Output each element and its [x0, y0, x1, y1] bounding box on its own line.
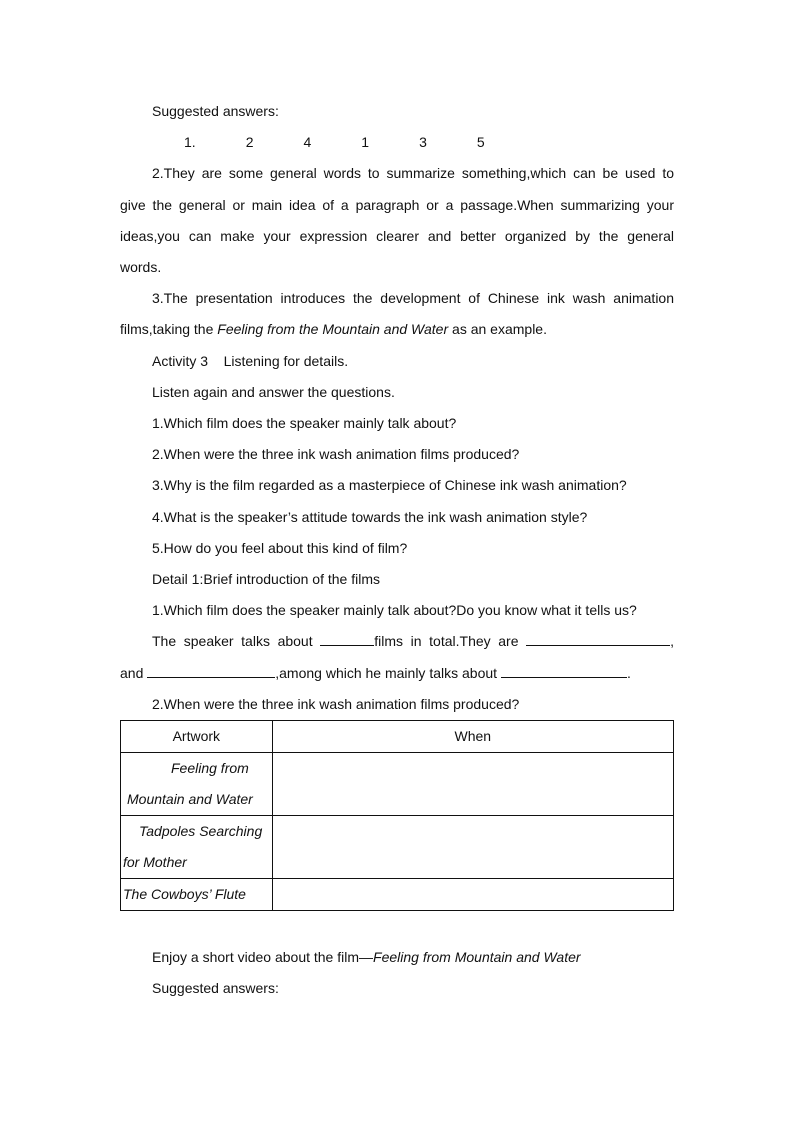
detail-1-title: Detail 1:Brief introduction of the films [152, 571, 380, 588]
answer-3-text: films,taking the [120, 321, 218, 338]
document-page [120, 96, 674, 1004]
video-instruction [120, 942, 674, 973]
fill-text: , [670, 633, 675, 650]
fill-text: films in total.They are [374, 633, 519, 650]
suggested-answers-heading: Suggested answers: [152, 103, 279, 119]
when-cell[interactable] [272, 753, 673, 816]
answer-blank[interactable] [526, 631, 670, 646]
suggested-answers-heading-2: Suggested answers: [152, 980, 279, 997]
answer-blank[interactable] [320, 631, 374, 646]
artwork-cell [121, 816, 273, 879]
artwork-title-line: Mountain and Water [127, 791, 253, 808]
question: 3.Why is the film regarded as a masterpiece of Chinese ink wash animation? [152, 477, 627, 494]
table-row [121, 879, 674, 911]
fill-text: . [626, 664, 631, 681]
fill-text: and [120, 664, 144, 681]
when-cell[interactable] [272, 879, 673, 911]
question: 5.How do you feel about this kind of film? [152, 539, 408, 556]
answer-blank[interactable] [501, 663, 627, 678]
question: 4.What is the speaker’s attitude towards the ink wash animation style? [152, 508, 588, 525]
sequence-number: 2 [245, 134, 254, 151]
header-when: When [272, 721, 673, 753]
artwork-table [120, 720, 674, 911]
answer-2-line: 2.They are some general words to summarize something,which can be used to [152, 165, 674, 182]
artwork-title-line: Feeling from [171, 760, 249, 777]
answer-1-sequence [120, 127, 674, 158]
answer-1-prefix: 1. [184, 134, 196, 151]
table-header-row [121, 721, 674, 753]
film-title: Feeling from the Mountain and Water [217, 321, 449, 338]
question: 2.When were the three ink wash animation films produced? [152, 446, 520, 463]
sequence-number: 5 [476, 134, 485, 151]
answer-3-line-2 [120, 314, 674, 345]
detail-1-question-2: 2.When were the three ink wash animation films produced? [152, 695, 520, 712]
artwork-title-line: The Cowboys’ Flute [123, 886, 246, 903]
artwork-cell [121, 879, 273, 911]
answer-3-line: 3.The presentation introduces the development of Chinese ink wash animation [152, 290, 674, 307]
fill-in-line-1 [120, 626, 674, 657]
artwork-cell [121, 753, 273, 816]
answer-2-line: ideas,you can make your expression clearer and better organized by the general [120, 227, 674, 244]
artwork-title-line: Tadpoles Searching [139, 823, 263, 840]
film-title: Feeling from Mountain and Water [373, 949, 581, 966]
question: 1.Which film does the speaker mainly talk about? [152, 415, 457, 432]
activity-3-instruction: Listen again and answer the questions. [152, 383, 395, 400]
table-row [121, 753, 674, 816]
fill-text: ,among which he mainly talks about [275, 664, 498, 681]
fill-in-line-2 [120, 658, 674, 689]
fill-text: The speaker talks about [152, 633, 313, 650]
activity-3-title: Activity 3 Listening for details. [152, 352, 349, 369]
sequence-number: 4 [303, 134, 312, 151]
answer-blank[interactable] [147, 663, 275, 678]
header-artwork: Artwork [121, 721, 273, 753]
sequence-number: 1 [361, 134, 370, 151]
table-row [121, 816, 674, 879]
spacer [120, 911, 674, 942]
detail-1-question-1: 1.Which film does the speaker mainly talk about?Do you know what it tells us? [152, 602, 637, 619]
answer-3-text: as an example. [448, 321, 547, 338]
answer-2-line: give the general or main idea of a paragraph or a passage.When summarizing your [120, 196, 674, 213]
sequence-number: 3 [419, 134, 427, 151]
answer-2-line: words. [120, 259, 162, 276]
video-text: Enjoy a short video about the film— [152, 949, 374, 966]
artwork-title-line: for Mother [123, 854, 187, 871]
when-cell[interactable] [272, 816, 673, 879]
